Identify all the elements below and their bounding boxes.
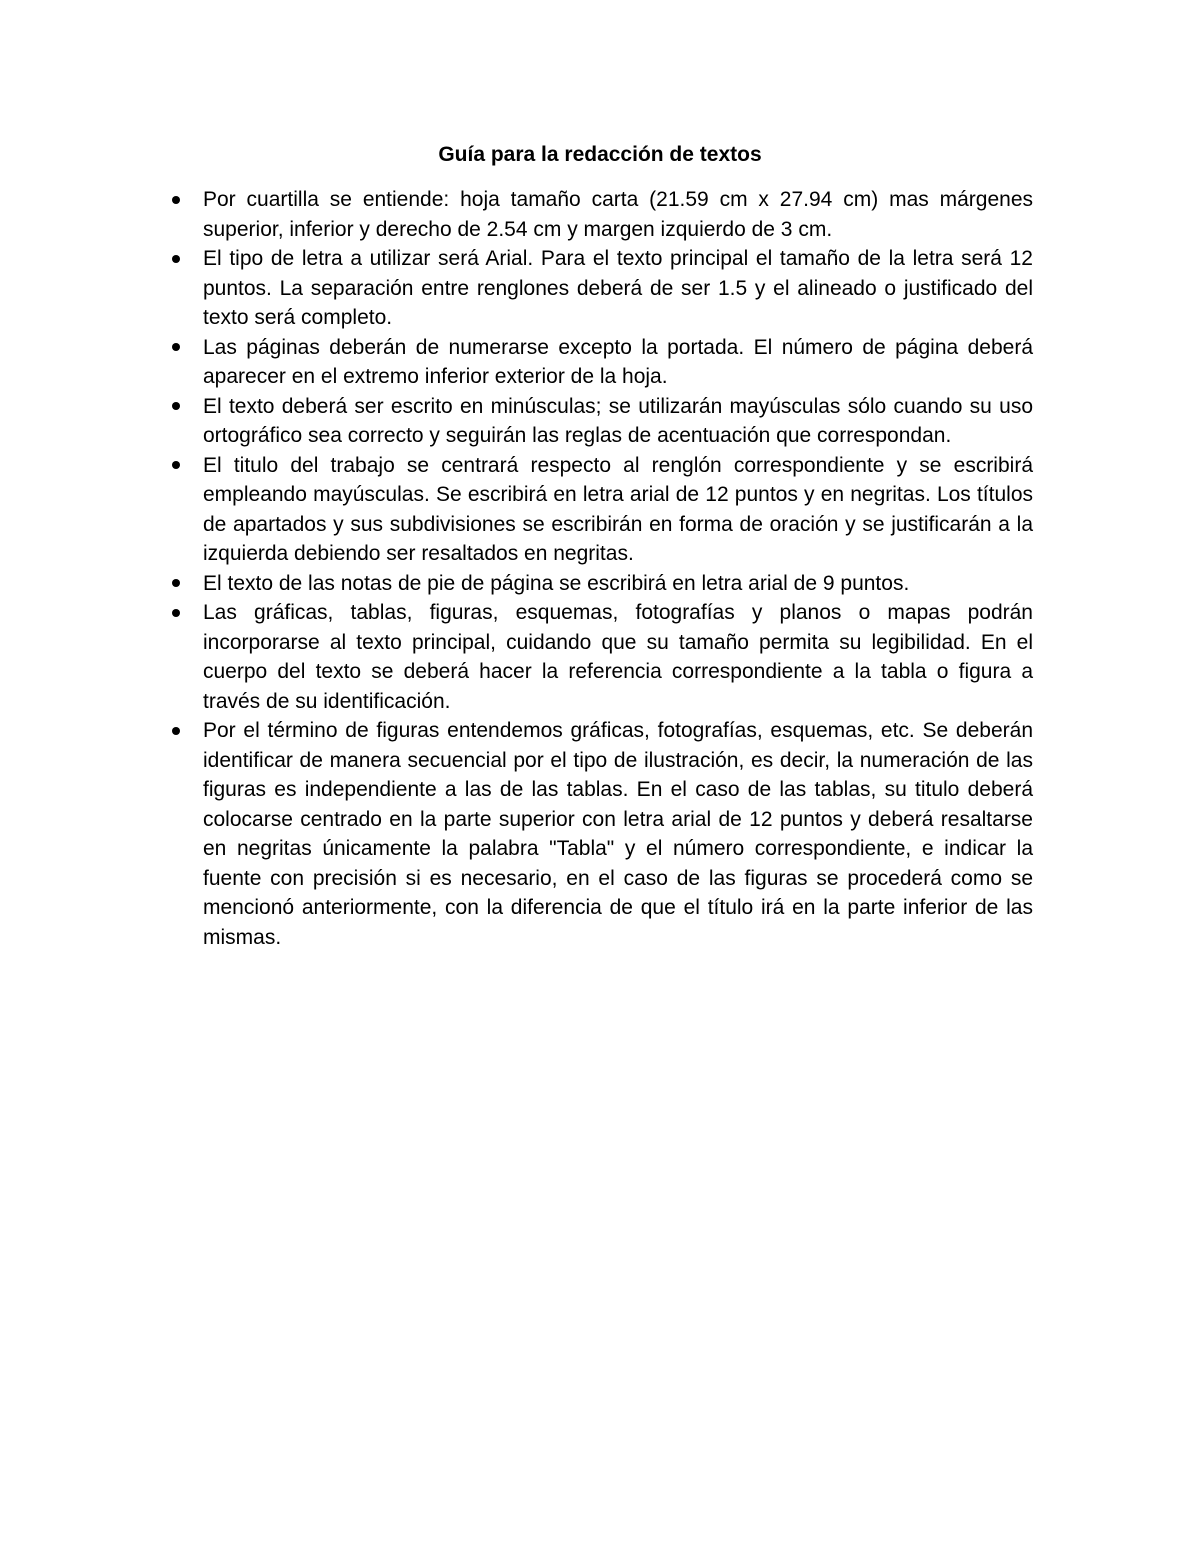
list-item: [203, 185, 1033, 244]
list-item: [203, 451, 1033, 569]
list-item-text: Las páginas deberán de numerarse excepto la portada. El número de página deberá aparecer en el extremo inferior exterior de la hoja.: [203, 335, 1033, 388]
list-item: [203, 333, 1033, 392]
list-item-text: El texto deberá ser escrito en minúsculas; se utilizarán mayúsculas sólo cuando su uso ortográfico sea correcto y seguirán las reglas de acentuación que correspondan.: [203, 394, 1033, 447]
bullet-icon: [172, 727, 180, 735]
list-item: [203, 716, 1033, 952]
bullet-icon: [172, 343, 180, 351]
list-item: [203, 569, 1033, 599]
list-item: [203, 392, 1033, 451]
bullet-icon: [172, 461, 180, 469]
guidelines-list: [203, 185, 1033, 952]
list-item: [203, 598, 1033, 716]
list-item: [203, 244, 1033, 333]
list-item-text: El tipo de letra a utilizar será Arial. Para el texto principal el tamaño de la letra será 12 puntos. La separación entre renglones deberá de ser 1.5 y el alineado o justificado del texto será completo.: [203, 247, 1033, 329]
list-item-text: Por cuartilla se entiende: hoja tamaño carta (21.59 cm x 27.94 cm) mas márgenes superior, inferior y derecho de 2.54 cm y margen izquierdo de 3 cm.: [203, 188, 1033, 241]
list-item-text: Las gráficas, tablas, figuras, esquemas, fotografías y planos o mapas podrán incorporarse al texto principal, cuidando que su tamaño permita su legibilidad. En el cuerpo del texto se deberá hacer la referencia correspondiente a la tabla o figura a través de su identificación.: [203, 601, 1033, 713]
bullet-icon: [172, 196, 180, 204]
bullet-icon: [172, 609, 180, 617]
list-item-text: El titulo del trabajo se centrará respecto al renglón correspondiente y se escribirá empleando mayúsculas. Se escribirá en letra arial de 12 puntos y en negritas. Los títulos de apartados y sus subdivisiones se escribirán en forma de oración y se justificarán a la izquierda debiendo ser resaltados en negritas.: [203, 453, 1033, 565]
bullet-icon: [172, 402, 180, 410]
list-item-text: El texto de las notas de pie de página se escribirá en letra arial de 9 puntos.: [203, 571, 910, 595]
bullet-icon: [172, 255, 180, 263]
list-item-text: Por el término de figuras entendemos gráficas, fotografías, esquemas, etc. Se deberán identificar de manera secuencial por el tipo de ilustración, es decir, la numeración de las figuras es independiente a las de las tablas. En el caso de las tablas, su titulo deberá colocarse centrado en la parte superior con letra arial de 12 puntos y deberá resaltarse en negritas únicamente la palabra "Tabla" y el número correspondiente, e indicar la fuente con precisión si es necesario, en el caso de las figuras se procederá como se mencionó anteriormente, con la diferencia de que el título irá en la parte inferior de las mismas.: [203, 719, 1033, 949]
document-title: Guía para la redacción de textos: [438, 143, 762, 166]
bullet-icon: [172, 579, 180, 587]
